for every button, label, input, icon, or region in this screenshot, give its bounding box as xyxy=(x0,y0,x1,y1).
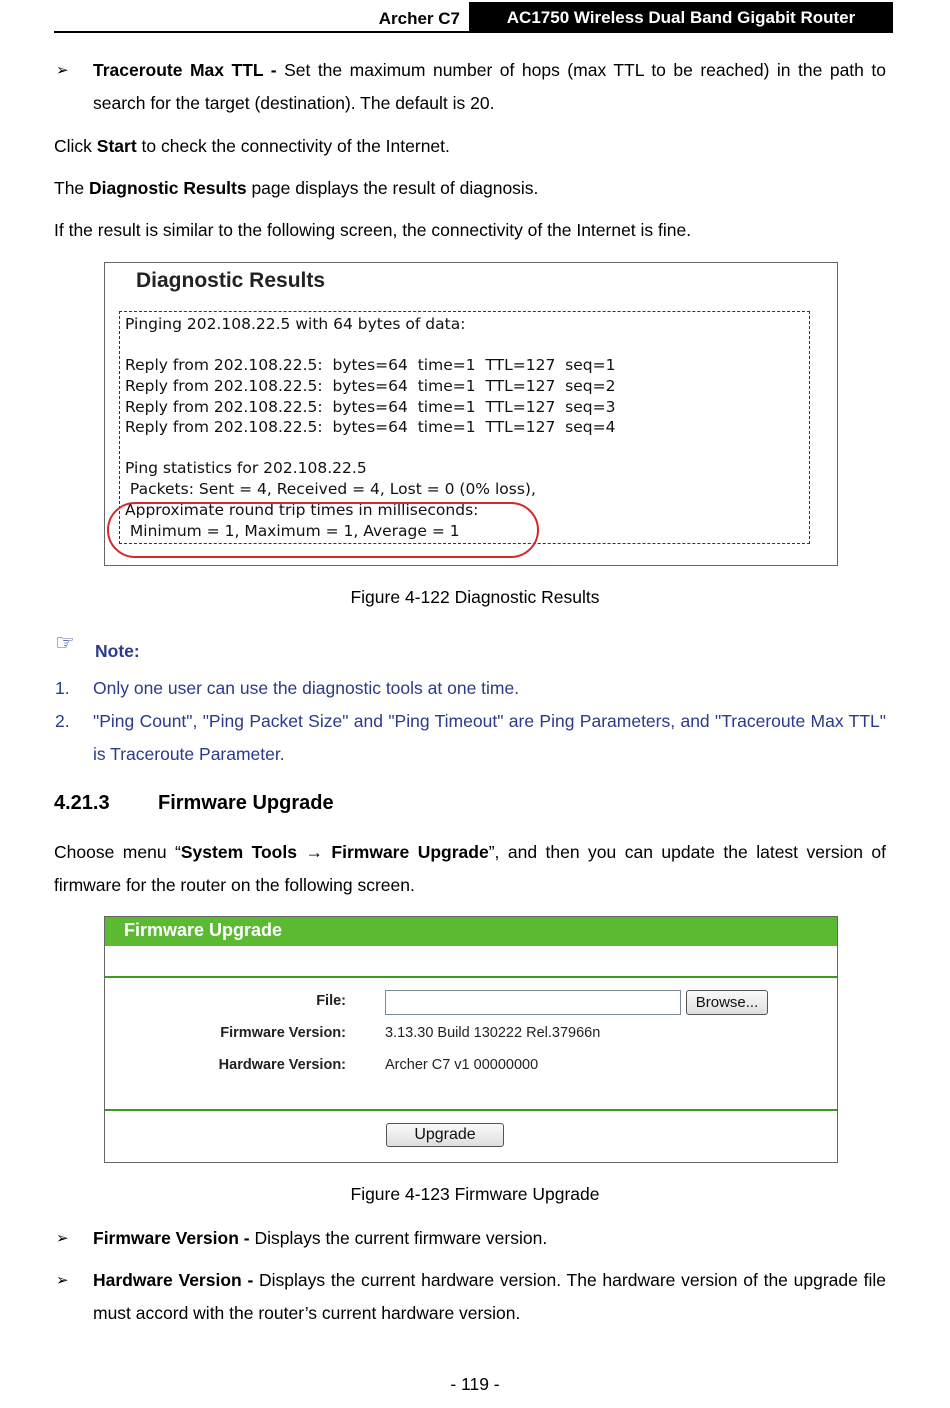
results-bold: Diagnostic Results xyxy=(89,178,247,198)
traceroute-bullet xyxy=(93,54,886,120)
choose-bold: System Tools → Firmware Upgrade xyxy=(180,842,489,862)
definition-desc: Displays the current hardware version. The hardware version of the upgrade file must accord with the router’s current hardware version. xyxy=(93,1270,886,1323)
section-title: Firmware Upgrade xyxy=(158,792,334,814)
bullet-symbol: ➢ xyxy=(56,1272,69,1289)
results-post: page displays the result of diagnosis. xyxy=(246,178,539,198)
hardware-version-label: Hardware Version: xyxy=(218,1057,346,1073)
divider xyxy=(105,1109,837,1111)
page-number: - 119 - xyxy=(450,1374,500,1394)
choose-pre: Choose menu “ xyxy=(54,842,181,862)
ping-line: Pinging 202.108.22.5 with 64 bytes of data: xyxy=(125,315,466,333)
reply-line: Reply from 202.108.22.5: bytes=64 time=1 TTL=127 seq=4 xyxy=(125,418,616,436)
definition-term: Hardware Version - xyxy=(93,1270,254,1290)
note-number: 1. xyxy=(55,678,70,698)
packets-line: Packets: Sent = 4, Received = 4, Lost = 0 (0% loss), xyxy=(125,480,536,498)
reply-line: Reply from 202.108.22.5: bytes=64 time=1 TTL=127 seq=3 xyxy=(125,398,616,416)
file-label: File: xyxy=(316,993,346,1009)
firmware-version-value: 3.13.30 Build 130222 Rel.37966n xyxy=(385,1025,601,1041)
results-pre: The xyxy=(54,178,90,198)
click-bold: Start xyxy=(96,136,137,156)
firmware-title-bar xyxy=(105,917,837,946)
choose-post: ”, and then you can update the latest version of firmware for the router on the following screen. xyxy=(54,842,886,895)
definition-desc: Displays the current firmware version. xyxy=(249,1228,548,1248)
choose-menu-paragraph xyxy=(54,836,886,902)
traceroute-desc: Set the maximum number of hops (max TTL to be reached) in the path to search for the target (destination). The default is 20. xyxy=(93,60,886,113)
hardware-version-value: Archer C7 v1 00000000 xyxy=(385,1057,539,1073)
definition-item xyxy=(93,1264,886,1330)
firmware-title: Firmware Upgrade xyxy=(124,920,283,940)
note-hand-icon: ☞ xyxy=(55,630,75,655)
click-start-paragraph xyxy=(54,130,450,163)
note-number: 2. xyxy=(55,711,70,731)
results-paragraph xyxy=(54,172,538,205)
bullet-symbol: ➢ xyxy=(56,62,69,79)
browse-button[interactable]: Browse... xyxy=(686,990,768,1015)
definition-item xyxy=(93,1222,886,1255)
note-label: Note: xyxy=(95,641,140,661)
header-model: Archer C7 xyxy=(378,9,460,28)
firmware-upgrade-screenshot xyxy=(104,916,838,1163)
highlight-oval xyxy=(107,502,539,558)
figure-caption-123: Figure 4-123 Firmware Upgrade xyxy=(350,1184,600,1204)
upgrade-button[interactable]: Upgrade xyxy=(386,1123,504,1147)
similar-paragraph: If the result is similar to the following screen, the connectivity of the Internet is fine. xyxy=(54,220,692,240)
reply-line: Reply from 202.108.22.5: bytes=64 time=1 TTL=127 seq=1 xyxy=(125,356,616,374)
click-pre: Click xyxy=(54,136,97,156)
diagnostic-results-screenshot xyxy=(104,262,838,566)
firmware-version-label: Firmware Version: xyxy=(220,1025,346,1041)
divider xyxy=(105,976,837,978)
figure-caption-122: Figure 4-122 Diagnostic Results xyxy=(350,587,600,607)
reply-line: Reply from 202.108.22.5: bytes=64 time=1 TTL=127 seq=2 xyxy=(125,377,616,395)
section-number: 4.21.3 xyxy=(54,792,110,814)
diagnostic-output-box xyxy=(119,311,810,544)
file-input[interactable] xyxy=(385,990,681,1015)
bullet-symbol: ➢ xyxy=(56,1230,69,1247)
diagnostic-title: Diagnostic Results xyxy=(136,269,326,292)
header-product: AC1750 Wireless Dual Band Gigabit Router xyxy=(469,2,893,32)
header-rule xyxy=(54,31,893,33)
traceroute-term: Traceroute Max TTL - xyxy=(93,60,277,80)
approx-line: Approximate round trip times in milliseconds: xyxy=(125,501,479,519)
note-item: Only one user can use the diagnostic tools at one time. xyxy=(93,678,520,698)
definition-term: Firmware Version - xyxy=(93,1228,250,1248)
minmax-line: Minimum = 1, Maximum = 1, Average = 1 xyxy=(125,522,460,540)
note-item: "Ping Count", "Ping Packet Size" and "Ping Timeout" are Ping Parameters, and "Traceroute Max TTL" is Traceroute Parameter. xyxy=(93,711,886,764)
stats-line: Ping statistics for 202.108.22.5 xyxy=(125,459,367,477)
click-post: to check the connectivity of the Internet. xyxy=(136,136,450,156)
